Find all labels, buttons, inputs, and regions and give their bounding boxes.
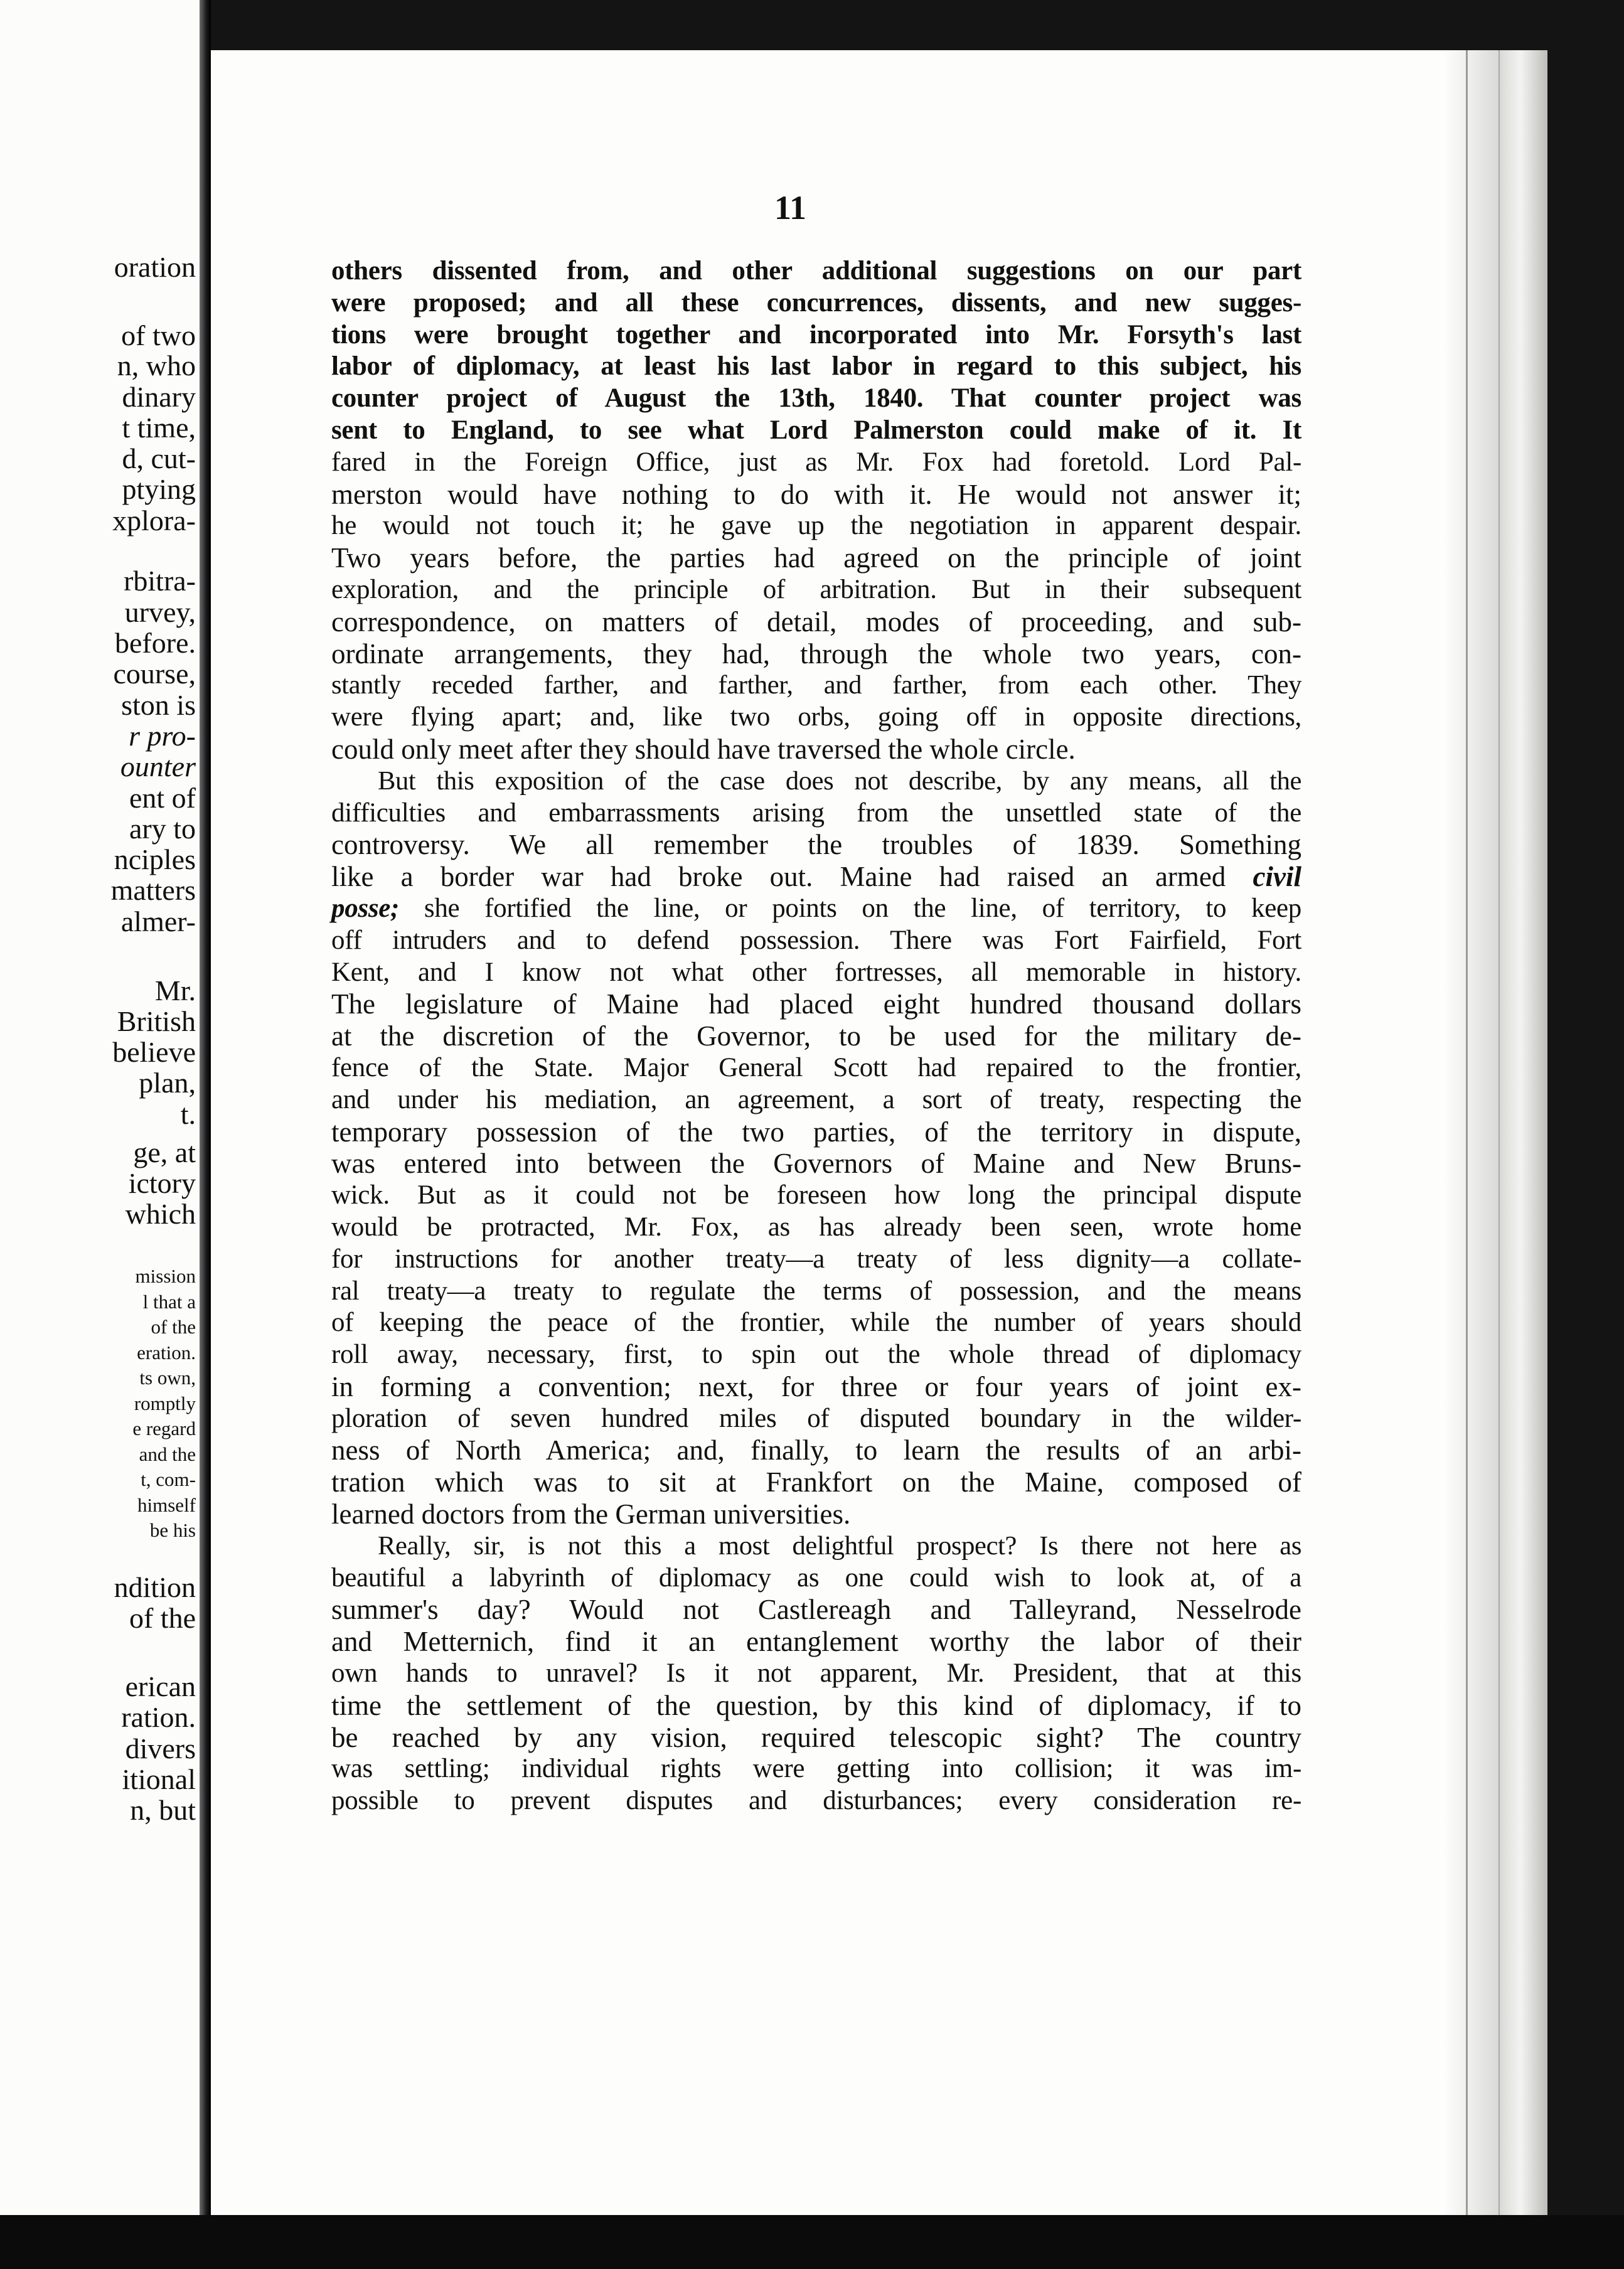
text-line: But this exposition of the case does not describe, by any means, all the — [378, 766, 1301, 796]
facing-page-line: eration. — [137, 1342, 196, 1364]
facing-page-line: t, com- — [141, 1468, 196, 1490]
text-line: could only meet after they should have traversed the whole circle. — [331, 733, 1076, 765]
facing-page-line: t. — [180, 1098, 196, 1130]
facing-page-line: ptying — [122, 473, 196, 505]
facing-page-line: e regard — [132, 1417, 196, 1439]
facing-page-line: nciples — [114, 843, 196, 875]
facing-page-line: ston is — [121, 689, 196, 721]
text-line: Kent, and I know not what other fortresses, all memorable in history. — [331, 957, 1301, 987]
facing-page-line: ration. — [121, 1701, 196, 1733]
facing-page-line: ndition — [114, 1571, 196, 1603]
facing-page-line: ary to — [129, 813, 196, 845]
book-gutter — [200, 0, 211, 2221]
body-text — [331, 255, 1301, 1817]
facing-page-line: ge, at — [133, 1136, 196, 1168]
text-line: ness of North America; and, finally, to learn the results of an arbi- — [331, 1434, 1301, 1466]
text-line: and under his mediation, an agreement, a sort of treaty, respecting the — [331, 1084, 1301, 1114]
facing-page-line: almer- — [120, 905, 196, 937]
facing-page-line: itional — [122, 1763, 196, 1795]
facing-page-line: course, — [113, 658, 196, 690]
text-line: Really, sir, is not this a most delightful prospect? Is there not here as — [378, 1530, 1301, 1561]
text-line: was entered into between the Governors of Maine and New Bruns- — [331, 1148, 1301, 1180]
text-line: fared in the Foreign Office, just as Mr. Fox had foretold. Lord Pal- — [331, 447, 1301, 477]
facing-page-line: of the — [129, 1602, 196, 1634]
text-line: in forming a convention; next, for three or four years of joint ex- — [331, 1370, 1301, 1402]
text-line: Two years before, the parties had agreed on the principle of joint — [331, 542, 1301, 574]
text-line: temporary possession of the two parties, of the territory in dispute, — [331, 1116, 1301, 1148]
facing-page-line: xplora- — [112, 505, 196, 537]
facing-page-line: and the — [139, 1443, 196, 1465]
text-line: own hands to unravel? Is it not apparent, Mr. President, that at this — [331, 1658, 1301, 1689]
facing-page — [0, 0, 200, 2221]
text-line: controversy. We all remember the troubles of 1839. Something — [331, 829, 1301, 861]
facing-page-line: before. — [115, 627, 196, 659]
facing-page-line: n, but — [130, 1794, 196, 1826]
facing-page-line: believe — [112, 1036, 196, 1068]
facing-page-line: Mr. — [154, 974, 196, 1006]
facing-page-line: divers — [125, 1732, 196, 1764]
text-line: roll away, necessary, first, to spin out the whole thread of diplomacy — [331, 1340, 1301, 1370]
facing-page-line: which — [125, 1198, 196, 1230]
page-edges — [1441, 50, 1547, 2215]
text-line: difficulties and embarrassments arising from the unsettled state of the — [331, 798, 1301, 828]
text-line: would be protracted, Mr. Fox, as has already been seen, wrote home — [331, 1212, 1301, 1242]
text-line: at the discretion of the Governor, to be used for the military de- — [331, 1020, 1301, 1052]
text-line: wick. But as it could not be foreseen how long the principal dispute — [331, 1180, 1301, 1210]
text-line: off intruders and to defend possession. There was Fort Fairfield, Fort — [331, 925, 1301, 955]
text-line: stantly receded farther, and farther, and farther, from each other. They — [331, 670, 1301, 700]
text-line: correspondence, on matters of detail, modes of proceeding, and sub- — [331, 606, 1301, 638]
facing-page-line: romptly — [134, 1392, 196, 1414]
facing-page-line: matters — [110, 874, 196, 906]
facing-page-line: British — [117, 1005, 196, 1037]
facing-page-line: erican — [125, 1670, 196, 1702]
text-line: time the settlement of the question, by this kind of diplomacy, if to — [331, 1689, 1301, 1721]
facing-page-line: l that a — [142, 1291, 196, 1313]
facing-page-line: of the — [151, 1316, 196, 1338]
text-line: he would not touch it; he gave up the negotiation in apparent despair. — [331, 511, 1301, 541]
text-line: ral treaty—a treaty to regulate the terms of possession, and the means — [331, 1276, 1301, 1306]
text-line: possible to prevent disputes and disturbances; every consideration re- — [331, 1786, 1301, 1816]
text-line: be reached by any vision, required telescopic sight? The country — [331, 1721, 1301, 1753]
facing-page-line: plan, — [139, 1067, 196, 1099]
text-line: like a border war had broke out. Maine had raised an armed civil — [331, 861, 1301, 893]
text-line: merston would have nothing to do with it. He would not answer it; — [331, 478, 1301, 510]
text-line: sent to England, to see what Lord Palmerston could make of it. It — [331, 415, 1301, 445]
text-line: was settling; individual rights were getting into collision; it was im- — [331, 1754, 1301, 1784]
facing-page-line: dinary — [122, 381, 196, 413]
page-number: 11 — [774, 189, 807, 227]
text-line: summer's day? Would not Castlereagh and Talleyrand, Nesselrode — [331, 1594, 1301, 1626]
facing-page-line: himself — [137, 1494, 196, 1516]
text-line: learned doctors from the German universities. — [331, 1498, 851, 1530]
text-line: ordinate arrangements, they had, through the whole two years, con- — [331, 638, 1301, 670]
facing-page-line: t time, — [122, 412, 196, 444]
text-line: of keeping the peace of the frontier, while the number of years should — [331, 1308, 1301, 1338]
facing-page-line: ounter — [120, 750, 196, 782]
text-line: The legislature of Maine had placed eight hundred thousand dollars — [331, 988, 1301, 1020]
text-line: tions were brought together and incorporated into Mr. Forsyth's last — [331, 319, 1301, 350]
text-line: tration which was to sit at Frankfort on the Maine, composed of — [331, 1466, 1301, 1498]
facing-page-line: r pro- — [129, 720, 196, 752]
facing-page-line: n, who — [117, 350, 196, 382]
facing-page-line: be his — [149, 1519, 196, 1541]
text-line: fence of the State. Major General Scott had repaired to the frontier, — [331, 1052, 1301, 1082]
text-line: ploration of seven hundred miles of disputed boundary in the wilder- — [331, 1403, 1301, 1433]
text-line: others dissented from, and other additional suggestions on our part — [331, 256, 1301, 286]
facing-page-line: mission — [135, 1265, 196, 1287]
scan-border — [0, 2215, 1624, 2269]
facing-page-line: ictory — [128, 1167, 196, 1199]
text-line: for instructions for another treaty—a treaty of less dignity—a collate- — [331, 1244, 1301, 1274]
text-line: and Metternich, find it an entanglement worthy the labor of their — [331, 1626, 1301, 1658]
facing-page-line: d, cut- — [122, 442, 196, 474]
text-line: counter project of August the 13th, 1840. That counter project was — [331, 383, 1301, 414]
text-line: beautiful a labyrinth of diplomacy as one could wish to look at, of a — [331, 1562, 1301, 1593]
text-line: labor of diplomacy, at least his last labor in regard to this subject, his — [331, 351, 1301, 382]
facing-page-line: ts own, — [139, 1367, 196, 1389]
facing-page-line: oration — [114, 251, 196, 283]
text-line: were proposed; and all these concurrences, dissents, and new sugges- — [331, 287, 1301, 318]
facing-page-line: of two — [121, 319, 196, 351]
text-line: posse; she fortified the line, or points on the line, of territory, to keep — [331, 893, 1301, 923]
text-line: exploration, and the principle of arbitration. But in their subsequent — [331, 574, 1301, 604]
facing-page-line: rbitra- — [124, 565, 196, 597]
text-line: were flying apart; and, like two orbs, going off in opposite directions, — [331, 702, 1301, 732]
facing-page-line: ent of — [129, 782, 196, 814]
facing-page-line: urvey, — [124, 596, 196, 628]
